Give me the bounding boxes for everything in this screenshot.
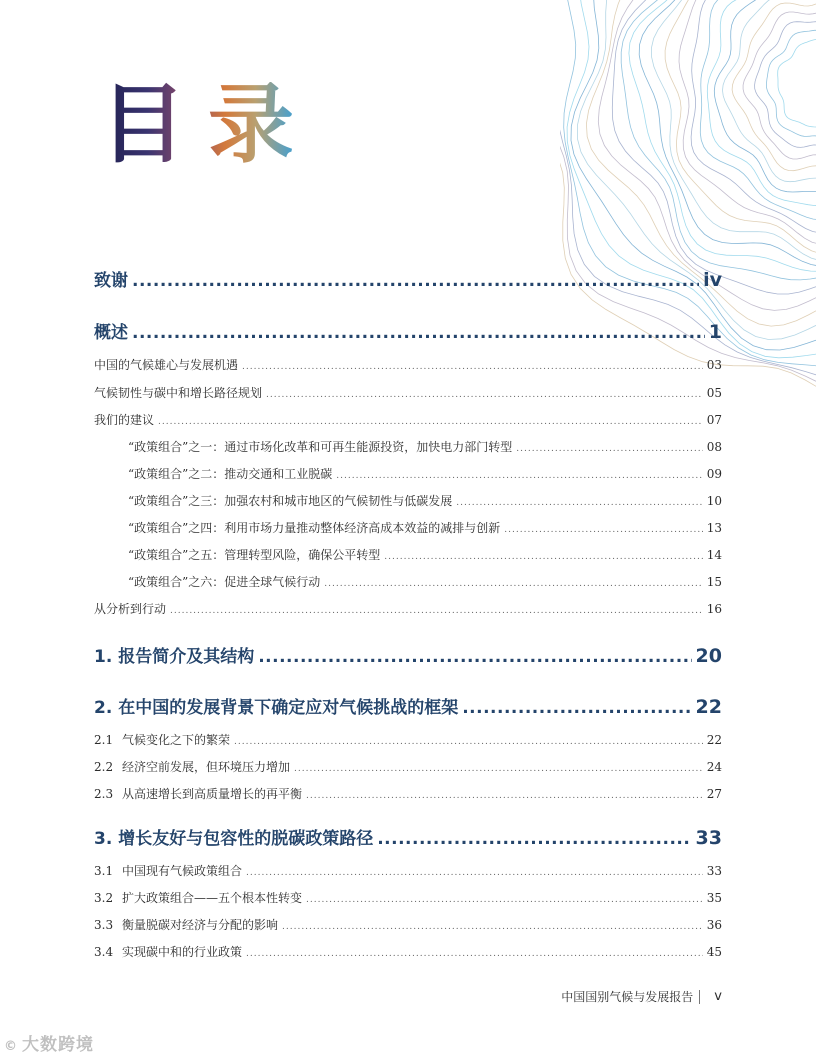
footer-page-number: v — [714, 989, 722, 1004]
dot-leader — [306, 791, 703, 801]
watermark-text: 大数跨境 — [22, 1035, 94, 1055]
toc-entry[interactable] — [94, 862, 722, 879]
dot-leader — [132, 271, 699, 291]
toc-entry-page: 10 — [706, 494, 722, 508]
dot-leader — [266, 390, 703, 400]
toc-entry-title: 从分析到行动 — [94, 602, 167, 616]
toc-entry-title: 1. 报告简介及其结构 — [94, 647, 255, 667]
decorative-ring — [612, 0, 816, 294]
dot-leader — [384, 552, 702, 562]
toc-entry-title: 致谢 — [94, 271, 128, 291]
toc-entry-title: 3. 增长友好与包容性的脱碳政策路径 — [94, 829, 374, 849]
toc-entry[interactable] — [94, 943, 722, 960]
toc-entry-title: 气候变化之下的繁荣 — [122, 733, 231, 747]
toc-entry-overview[interactable] — [94, 318, 722, 343]
section-number: 2.2 — [94, 760, 114, 774]
section-number: 3.1 — [94, 864, 114, 878]
toc-entry-title: 扩大政策组合——五个根本性转变 — [122, 891, 303, 905]
toc-entry[interactable] — [94, 600, 722, 617]
toc-entry-page: 45 — [706, 945, 722, 959]
toc-entry-title: 概述 — [94, 323, 128, 343]
toc-entry-page: 15 — [706, 575, 722, 589]
page-title: 目录 — [100, 75, 316, 175]
decorative-ring — [743, 11, 816, 159]
dot-leader — [462, 698, 691, 718]
toc-entry[interactable] — [128, 519, 722, 536]
section-number: 2.3 — [94, 787, 114, 801]
toc-entry-title: “政策组合”之三：加强农村和城市地区的气候韧性与低碳发展 — [128, 494, 453, 508]
toc-entry[interactable] — [128, 492, 722, 509]
section-number: 3.4 — [94, 945, 114, 959]
dot-leader — [294, 764, 703, 774]
decorative-ring — [629, 0, 816, 273]
dot-leader — [324, 579, 702, 589]
toc-entry[interactable] — [94, 889, 722, 906]
footer-divider — [699, 990, 700, 1004]
dot-leader — [246, 868, 703, 878]
dot-leader — [246, 949, 703, 959]
toc-entry[interactable] — [94, 411, 722, 428]
toc-entry-page: 08 — [706, 440, 722, 454]
decorative-ring — [571, 0, 816, 350]
dot-leader — [132, 323, 705, 343]
decorative-ring — [564, 0, 816, 368]
toc-entry[interactable] — [94, 758, 722, 775]
toc-entry[interactable] — [94, 356, 722, 373]
toc-entry[interactable] — [128, 465, 722, 482]
toc-entry[interactable] — [128, 438, 722, 455]
decorative-ring — [652, 0, 816, 261]
toc-entry[interactable] — [94, 785, 722, 802]
toc-entry[interactable] — [128, 546, 722, 563]
toc-entry-title: 2. 在中国的发展背景下确定应对气候挑战的框架 — [94, 698, 459, 718]
dot-leader — [306, 895, 703, 905]
toc-entry-page: 20 — [695, 645, 722, 667]
toc-entry-title: “政策组合”之二：推动交通和工业脱碳 — [128, 467, 333, 481]
toc-entry-page: 22 — [695, 696, 722, 718]
dot-leader — [516, 444, 702, 454]
toc-entry[interactable] — [94, 384, 722, 401]
toc-entry[interactable] — [94, 731, 722, 748]
toc-entry-page: 16 — [706, 602, 722, 616]
decorative-ring — [778, 40, 816, 131]
toc-entry-title: “政策组合”之五：管理转型风险，确保公平转型 — [128, 548, 381, 562]
toc-entry-title: “政策组合”之四：利用市场力量推动整体经济高成本效益的减排与创新 — [128, 521, 501, 535]
section-number: 3.2 — [94, 891, 114, 905]
dot-leader — [336, 471, 702, 481]
footer-report-title: 中国国别气候与发展报告 — [561, 990, 694, 1004]
dot-leader — [258, 647, 691, 667]
watermark-mark: © — [4, 1039, 18, 1054]
toc-entry-title: 经济空前发展，但环境压力增加 — [122, 760, 291, 774]
toc-entry-title: 中国现有气候政策组合 — [122, 864, 243, 878]
toc-entry-chapter-1[interactable] — [94, 642, 722, 667]
toc-entry-chapter-3[interactable] — [94, 824, 722, 849]
toc-entry[interactable] — [94, 916, 722, 933]
decorative-ring — [707, 0, 816, 206]
toc-entry-page: 13 — [706, 521, 722, 535]
dot-leader — [170, 606, 703, 616]
toc-entry-page: 36 — [706, 918, 722, 932]
toc-entry-page: 1 — [708, 321, 722, 343]
toc-entry-title: 中国的气候雄心与发展机遇 — [94, 358, 239, 372]
decorative-ring — [723, 0, 816, 182]
toc-entry-page: 03 — [706, 358, 722, 372]
toc-entry-acknowledgements[interactable] — [94, 266, 722, 291]
dot-leader — [282, 922, 703, 932]
dot-leader — [377, 829, 691, 849]
toc-entry-title: 气候韧性与碳中和增长路径规划 — [94, 386, 263, 400]
toc-entry-title: 实现碳中和的行业政策 — [122, 945, 243, 959]
toc-entry-title: “政策组合”之一：通过市场化改革和可再生能源投资，加快电力部门转型 — [128, 440, 513, 454]
toc-entry-page: 24 — [706, 760, 722, 774]
toc-entry[interactable] — [128, 573, 722, 590]
section-number: 2.1 — [94, 733, 114, 747]
toc-entry-page: iv — [703, 269, 722, 291]
dot-leader — [456, 498, 702, 508]
toc-entry-chapter-2[interactable] — [94, 693, 722, 718]
toc-entry-page: 14 — [706, 548, 722, 562]
page-footer — [561, 988, 722, 1005]
dot-leader — [504, 525, 702, 535]
toc-entry-title: 我们的建议 — [94, 413, 155, 427]
toc-entry-page: 09 — [706, 467, 722, 481]
decorative-ring — [766, 30, 816, 141]
toc-entry-page: 33 — [695, 827, 722, 849]
decorative-ring — [714, 0, 816, 192]
toc-entry-page: 07 — [706, 413, 722, 427]
toc-entry-title: 从高速增长到高质量增长的再平衡 — [122, 787, 303, 801]
toc-entry-page: 33 — [706, 864, 722, 878]
toc-entry-page: 22 — [706, 733, 722, 747]
toc-entry-page: 35 — [706, 891, 722, 905]
toc-entry-title: 衡量脱碳对经济与分配的影响 — [122, 918, 279, 932]
dot-leader — [242, 362, 703, 372]
toc-entry-page: 27 — [706, 787, 722, 801]
section-number: 3.3 — [94, 918, 114, 932]
dot-leader — [234, 737, 703, 747]
toc-entry-page: 05 — [706, 386, 722, 400]
watermark — [4, 1030, 94, 1055]
toc-entry-title: “政策组合”之六：促进全球气候行动 — [128, 575, 321, 589]
dot-leader — [158, 417, 703, 427]
